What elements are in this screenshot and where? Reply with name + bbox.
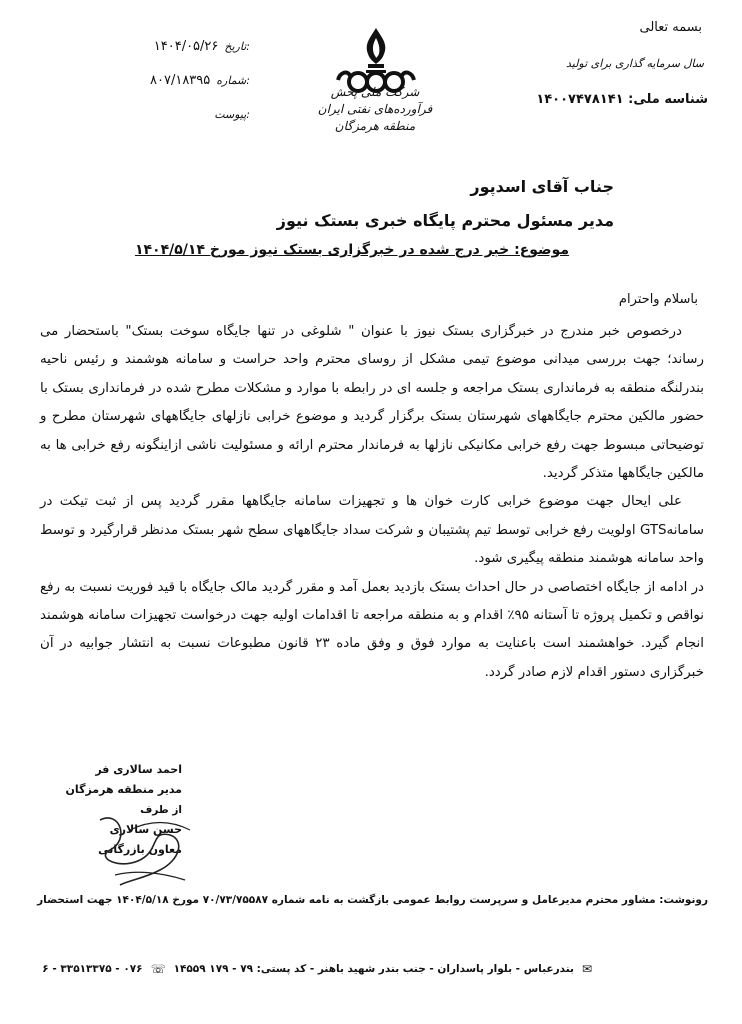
logo-region-name: منطقه هرمزگان bbox=[334, 119, 416, 133]
year-motto: سال سرمایه گذاری برای تولید bbox=[565, 57, 704, 70]
national-id: شناسه ملی: ۱۴۰۰۷۴۷۸۱۴۱ bbox=[536, 92, 708, 107]
cc-line: رونوشت: مشاور محترم مدیرعامل و سرپرست روابط عمومی بازگشت به نامه شماره ۷۰/۷۳/۷۵۵۸۷ مورخ ۱۴۰۴/۵/۱۸ جهت استحضار bbox=[37, 894, 708, 906]
logo-text bbox=[300, 84, 450, 135]
phone-icon: ☏ bbox=[150, 962, 166, 976]
attachment-row bbox=[130, 98, 250, 132]
footer-phone: ۰۷۶ - ۳۳۵۱۳۳۷۵ - ۶ bbox=[42, 963, 143, 975]
footer bbox=[2, 962, 592, 976]
number-row bbox=[130, 64, 250, 98]
signer-title: مدیر منطقه هرمزگان bbox=[65, 783, 182, 796]
envelope-icon: ✉ bbox=[581, 962, 592, 976]
footer-address: بندرعباس - بلوار پاسداران - جنب بندر شهید باهنر - کد پستی: ۷۹ - ۱۷۹ ۱۴۵۵۹ bbox=[173, 963, 574, 975]
invocation-text: بسمه تعالی bbox=[639, 20, 702, 35]
attachment-label: پیوست: bbox=[214, 108, 250, 121]
handwritten-signature-icon bbox=[90, 800, 200, 890]
header-left bbox=[130, 30, 250, 132]
signer-name: احمد سالاری فر bbox=[95, 763, 182, 776]
addressee-name: جناب آقای اسدپور bbox=[470, 177, 614, 196]
date-row bbox=[130, 30, 250, 64]
letter-body bbox=[40, 318, 704, 687]
subject-line: موضوع: خبر درج شده در خبرگزاری بستک نیوز مورخ ۱۴۰۴/۵/۱۴ bbox=[134, 242, 570, 258]
body-paragraph-2: علی ایحال جهت موضوع خرابی کارت خوان ها و تجهیزات سامانه جایگاهها مقرر گردید پس از ثبت تیکت در سامانهGTS اولویت رفع خرابی توسط تیم پشتیبان و شرکت سداد جایگاههای سطح شهر بستک مدنظر قرارگیرد و توسط واحد سامانه هوشمند منطقه پیگیری شود. bbox=[40, 494, 704, 567]
deputy-title: معاون بازرگانی bbox=[98, 843, 182, 856]
addressee bbox=[114, 170, 614, 238]
on-behalf-label: از طرف bbox=[140, 804, 182, 816]
greeting: باسلام واحترام bbox=[618, 292, 698, 307]
date-label: تاریخ: bbox=[224, 40, 250, 53]
deputy-name: حسن سالاری bbox=[109, 823, 182, 836]
number-value: ۸۰۷/۱۸۳۹۵ bbox=[150, 73, 211, 88]
header-right bbox=[478, 18, 708, 107]
body-paragraph-3: در ادامه از جایگاه اختصاصی در حال احداث بستک بازدید بعمل آمد و مقرر گردید مالک جایگاه با قید فوریت نسبت به رفع نواقص و تکمیل پروژه تا آستانه ۹۵٪ اقدام و به منطقه مراجعه تا اقدامات اولیه جهت درخواست تجهیزات سامانه هوشمند انجام گیرد. خواهشمند است باعنایت به موارد فوق و وفق ماده ۲۳ قانون مطبوعات نسبت به انتشار جوابیه در آن خبرگزاری دستور اقدام لازم صادر گردد. bbox=[40, 579, 705, 680]
addressee-title: مدیر مسئول محترم پایگاه خبری بستک نیوز bbox=[276, 211, 614, 230]
body-paragraph-1: درخصوص خبر مندرج در خبرگزاری بستک نیوز با عنوان " شلوغی در تنها جایگاه سوخت بستک" باستحضار می رساند؛ جهت بررسی میدانی موضوع تیمی مشکل از روسای محترم واحد حراست و سامانه هوشمند و رئیس ناحیه بندرلنگه منطقه به فرمانداری بستک مراجعه و جلسه ای در رابطه با موارد و مشکلات مطرح شده در فرمانداری بستک با حضور مالکین محترم جایگاههای شهرستان بستک برگزار گردید و موضوع خرابی نازلهای جایگاههای شهرستان مطرح و توضیحاتی مبسوط جهت رفع خرابی مکانیکی نازلها به فرماندار محترم ارائه و مسئولیت ناشی ازاینگونه رفع خرابی ها به مالکین جایگاهها متذکر گردید. bbox=[40, 324, 704, 482]
number-label: شماره: bbox=[216, 74, 250, 87]
logo-company-name: شرکت ملی پخش فرآورده‌های نفتی ایران bbox=[317, 85, 433, 116]
date-value: ۱۴۰۴/۰۵/۲۶ bbox=[153, 39, 219, 54]
